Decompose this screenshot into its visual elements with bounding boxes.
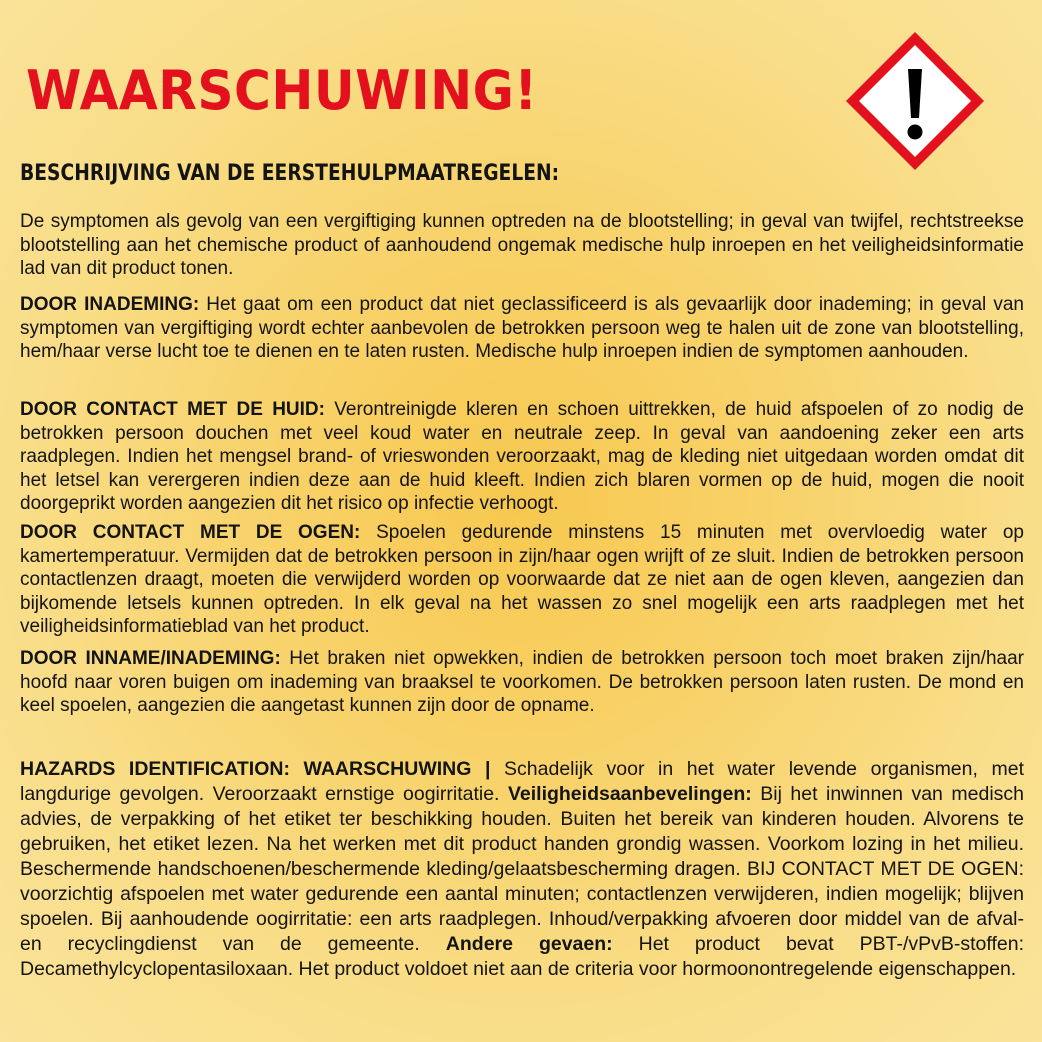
inhalation-text: Het gaat om een product dat niet geclassificeerd is als gevaarlijk door inademing; in geval van symptomen van vergiftiging wordt echter aanbevolen de betrokken persoon weg te halen uit de zone van blootstelling, hem/haar verse lucht toe te dienen en te laten rusten. Medische hulp inroepen indien de symptomen aanhouden. — [20, 294, 1024, 362]
other-hazards-label: Andere gevaen: — [445, 933, 613, 955]
exclamation-hazard-icon — [842, 28, 988, 174]
hazards-text-1: Schadelijk voor in het water levende organismen, met langdurige gevolgen. Veroorzaakt ernstige oogirritatie. — [20, 758, 1025, 805]
eye-contact-label: DOOR CONTACT MET DE OGEN: — [20, 522, 361, 543]
inhalation-paragraph — [20, 293, 1024, 364]
ingestion-text: Het braken niet opwekken, indien de betrokken persoon toch moet braken zijn/haar hoofd naar voren buigen om inademing van braaksel te voorkomen. De betrokken persoon laten rusten. De mond en keel spoelen, aangezien die aangetast kunnen zijn door de opname. — [20, 648, 1024, 716]
ingestion-label: DOOR INNAME/INADEMING: — [20, 648, 281, 669]
hazards-identification-paragraph — [20, 757, 1024, 982]
hazards-text-2: Bij het inwinnen van medisch advies, de verpakking of het etiket ter beschikking houden. Buiten het bereik van kinderen houden. Alvorens te gebruiken, het etiket lezen. Na het werken met dit product handen grondig wassen. Voorkom lozing in het milieu. Beschermende handschoenen/beschermende kleding/gelaatsbescherming dragen. BIJ CONTACT MET DE OGEN: voorzichtig afspoelen met water gedurende een aantal minuten; contactlenzen verwijderen, indien mogelijk; blijven spoelen. Bij aanhoudende oogirritatie: een arts raadplegen. Inhoud/verpakking afvoeren door middel van de afval- en recyclingdienst van de gemeente. — [20, 783, 1024, 955]
hazards-text-3: Het product bevat PBT-/vPvB-stoffen: Decamethylcyclopentasiloxaan. Het product voldoet niet aan de criteria voor hormoonontregelende eigenschappen. — [20, 933, 1024, 980]
ingestion-paragraph — [20, 647, 1024, 718]
hazards-label: HAZARDS IDENTIFICATION: WAARSCHUWING | — [20, 758, 491, 780]
inhalation-label: DOOR INADEMING: — [20, 294, 200, 315]
first-aid-intro: De symptomen als gevolg van een vergiftiging kunnen optreden na de blootstelling; in geval van twijfel, rechtstreekse blootstelling aan het chemische product of aanhoudend ongemak medische hulp inroepen en het veiligheidsinformatie lad van dit product tonen. — [20, 211, 1024, 279]
skin-contact-text: Verontreinigde kleren en schoen uittrekken, de huid afspoelen of zo nodig de betrokken persoon douchen met veel koud water en neutrale zeep. In geval van aandoening zeker een arts raadplegen. Indien het mengsel brand- of vrieswonden veroorzaakt, mag de kleding niet uitgedaan worden omdat dit het letsel kan verergeren indien deze aan de huid kleeft. Indien zich blaren vormen op de huid, mogen die nooit doorgeprikt worden aangezien dit het risico op infectie verhoogt. — [20, 399, 1024, 514]
skin-contact-paragraph — [20, 398, 1024, 516]
safety-recommendations-label: Veiligheidsaanbevelingen: — [507, 783, 752, 805]
skin-contact-label: DOOR CONTACT MET DE HUID: — [20, 399, 325, 420]
first-aid-heading: BESCHRIJVING VAN DE EERSTEHULPMAATREGELEN: — [20, 161, 560, 186]
warning-title: WAARSCHUWING! — [26, 59, 538, 122]
eye-contact-text: Spoelen gedurende minstens 15 minuten met overvloedig water op kamertemperatuur. Vermijden dat de betrokken persoon in zijn/haar ogen wrijft of ze sluit. Indien de betrokken persoon contactlenzen draagt, moeten die verwijderd worden op voorwaarde dat ze niet aan de ogen kleven, aangezien dan bijkomende letsels kunnen optreden. In elk geval na het wassen zo snel mogelijk een arts raadplegen met het veiligheidsinformatieblad van het product. — [20, 522, 1024, 637]
eye-contact-paragraph — [20, 521, 1024, 639]
